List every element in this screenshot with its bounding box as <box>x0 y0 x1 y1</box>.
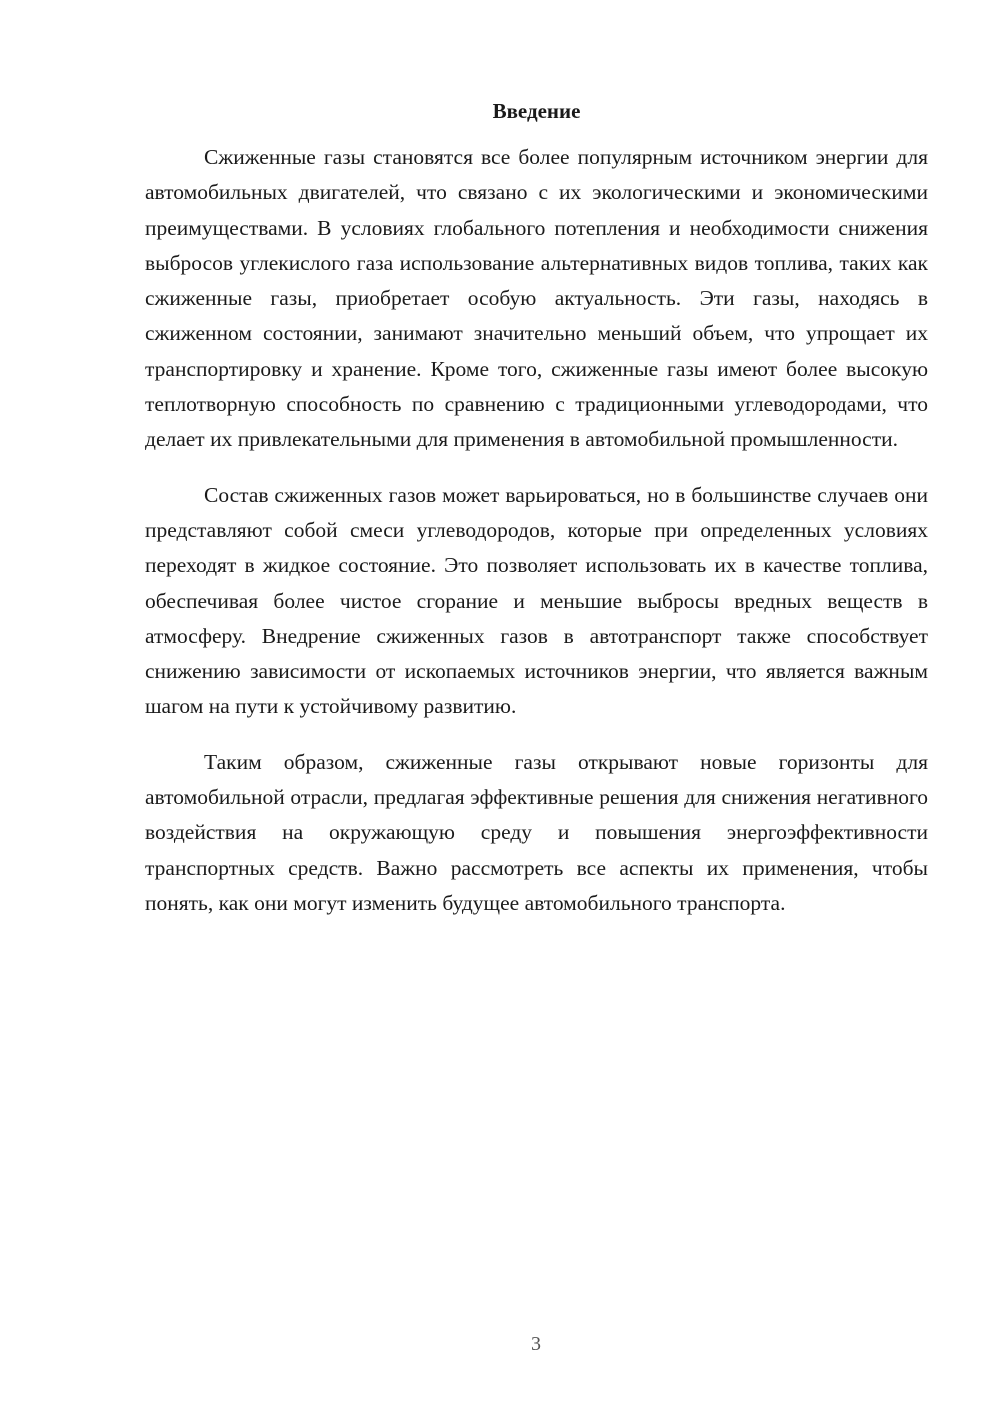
paragraph-3: Таким образом, сжиженные газы открывают новые горизонты для автомобильной отрасли, предлагая эффективные решения для снижения негативного воздействия на окружающую среду и повышения энергоэффективности транспортных средств. Важно рассмотреть все аспекты их применения, чтобы понять, как они могут изменить будущее автомобильного транспорта. <box>145 749 928 915</box>
paragraph-1: Сжиженные газы становятся все более популярным источником энергии для автомобильных двигателей, что связано с их экологическими и экономическими преимуществами. В условиях глобального потепления и необходимости снижения выбросов углекислого газа использование альтернативных видов топлива, таких как сжиженные газы, приобретает особую актуальность. Эти газы, находясь в сжиженном состоянии, занимают значительно меньший объем, что упрощает их транспортировку и хранение. Кроме того, сжиженные газы имеют более высокую теплотворную способность по сравнению с традиционными углеводородами, что делает их привлекательными для применения в автомобильной промышленности. <box>145 145 928 452</box>
document-page <box>145 96 928 921</box>
paragraph-2: Состав сжиженных газов может варьироваться, но в большинстве случаев они представляют собой смеси углеводородов, которые при определенных условиях переходят в жидкое состояние. Это позволяет использовать их в качестве топлива, обеспечивая более чистое сгорание и меньшие выбросы вредных веществ в атмосферу. Внедрение сжиженных газов в автотранспорт также способствует снижению зависимости от ископаемых источников энергии, что является важным шагом на пути к устойчивому развитию. <box>145 482 928 719</box>
page-number: 3 <box>531 1333 541 1355</box>
section-heading: Введение <box>492 99 581 123</box>
